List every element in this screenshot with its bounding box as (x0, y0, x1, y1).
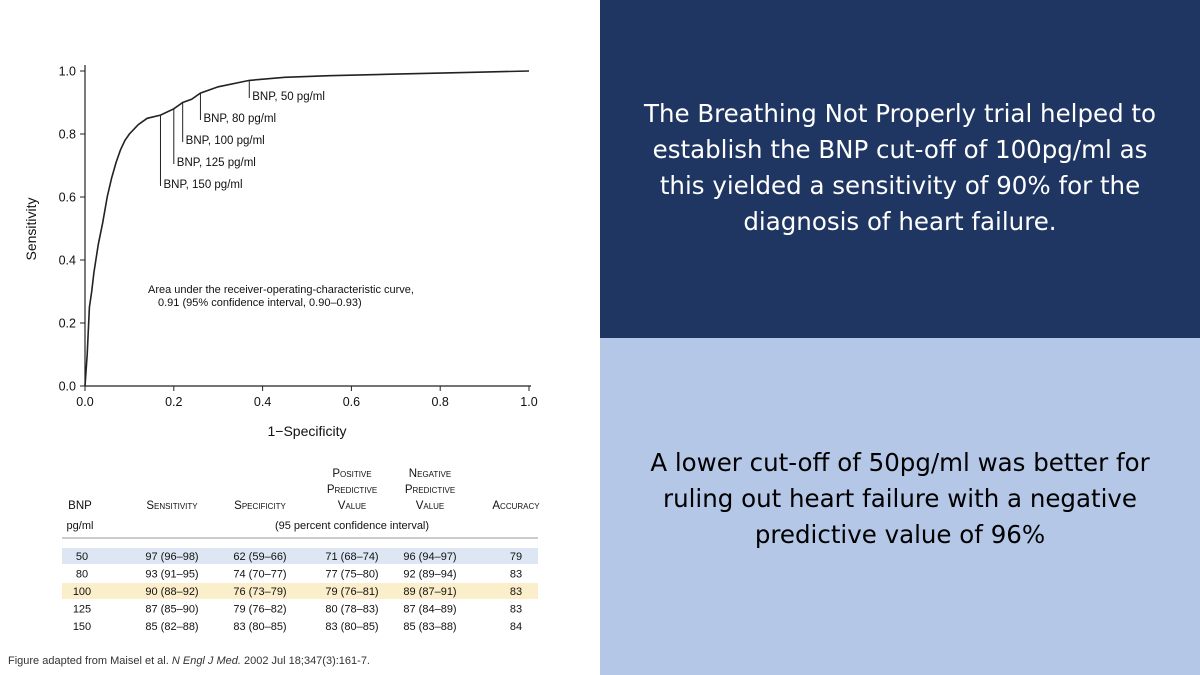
row-highlight (62, 583, 538, 599)
roc-chart (0, 0, 600, 450)
citation-journal: N Engl J Med. (171, 655, 241, 667)
table-cell: 89 (87–91) (403, 586, 457, 598)
bnp-annotation-label: BNP, 125 pg/ml (176, 157, 256, 169)
x-tick-label: 1.0 (520, 395, 538, 409)
y-axis-label: Sensitivity (23, 197, 39, 261)
table-unit: pg/ml (66, 520, 94, 532)
table-header: Negative (408, 468, 452, 480)
bnp-annotation-label: BNP, 150 pg/ml (163, 179, 243, 191)
table-ci-note: (95 percent confidence interval) (274, 520, 430, 532)
table-cell: 79 (509, 551, 523, 563)
table-cell: 74 (70–77) (233, 568, 287, 581)
table-header: Predictive (404, 484, 456, 496)
table-cell: 85 (83–88) (403, 621, 457, 633)
y-tick-label: 0.4 (58, 253, 76, 268)
row-highlight (62, 548, 538, 564)
table-header: Accuracy (492, 500, 540, 512)
top-message-text: The Breathing Not Properly trial helped to establish the BNP cut-off of 100pg/ml as this yielded a sensitivity of 90% for the diagnosis of heart failure. (643, 99, 1157, 236)
bnp-annotation-label: BNP, 50 pg/ml (252, 91, 325, 103)
table-cell: 79 (76–82) (233, 603, 287, 616)
table-cell: 93 (91–95) (145, 568, 199, 581)
x-tick-label: 0.4 (253, 395, 272, 409)
top-message-panel (600, 0, 1200, 338)
x-tick-label: 0.6 (342, 395, 361, 409)
y-tick-label: 0.8 (58, 127, 76, 142)
table-cell: 100 (72, 586, 92, 598)
table-cell: 80 (75, 568, 89, 581)
bnp-annotation-label: BNP, 100 pg/ml (185, 135, 265, 147)
bottom-message-text: A lower cut-off of 50pg/ml was better for ruling out heart failure with a negative predictive value of 96% (650, 448, 1150, 549)
table-cell: 83 (509, 568, 523, 581)
table-cell: 80 (78–83) (325, 603, 379, 616)
figure-citation (8, 655, 370, 667)
table-cell: 50 (75, 551, 89, 563)
table-cell: 84 (509, 621, 523, 633)
y-tick-label: 1.0 (58, 64, 76, 79)
x-tick-label: 0.0 (76, 395, 94, 409)
y-tick-label: 0.6 (58, 190, 76, 205)
citation-prefix: Figure adapted from Maisel et al. (8, 655, 172, 667)
table-cell: 87 (85–90) (145, 603, 199, 616)
table-cell: 83 (80–85) (325, 621, 379, 633)
table-header: Positive (332, 468, 372, 480)
table-cell: 77 (75–80) (325, 568, 379, 581)
table-cell: 97 (96–98) (145, 551, 199, 563)
y-tick-label: 0.0 (58, 379, 76, 394)
table-cell: 92 (89–94) (403, 568, 457, 581)
table-header: Specificity (234, 500, 286, 512)
table-cell: 90 (88–92) (145, 586, 199, 598)
table-cell: 83 (509, 586, 523, 598)
table-cell: 79 (76–81) (325, 586, 379, 598)
table-cell: 83 (80–85) (233, 621, 287, 633)
citation-suffix: 2002 Jul 18;347(3):161-7. (240, 655, 370, 667)
x-tick-label: 0.8 (431, 395, 449, 409)
auc-text-line2: 0.91 (95% confidence interval, 0.90–0.93) (158, 297, 362, 309)
table-cell: 62 (59–66) (233, 551, 287, 563)
bottom-message-panel (600, 338, 1200, 675)
table-cell: 96 (94–97) (403, 551, 457, 563)
table-cell: 83 (509, 603, 523, 616)
table-header: Value (415, 500, 445, 512)
bnp-annotation-label: BNP, 80 pg/ml (203, 113, 277, 125)
table-cell: 85 (82–88) (145, 621, 199, 633)
table-header: Sensitivity (146, 500, 198, 512)
x-tick-label: 0.2 (165, 395, 183, 409)
bnp-table (60, 468, 560, 638)
table-header: Value (337, 500, 367, 512)
roc-curve-line (85, 71, 529, 386)
x-axis-label: 1−Specificity (267, 423, 347, 439)
table-header: Predictive (326, 484, 378, 496)
table-cell: 125 (72, 603, 92, 616)
table-cell: 87 (84–89) (403, 603, 457, 616)
table-cell: 76 (73–79) (233, 586, 287, 598)
auc-text-line1: Area under the receiver-operating-characteristic curve, (148, 284, 414, 296)
table-header: BNP (68, 500, 92, 512)
table-cell: 150 (72, 621, 92, 633)
y-tick-label: 0.2 (58, 316, 76, 331)
table-cell: 71 (68–74) (325, 551, 379, 563)
